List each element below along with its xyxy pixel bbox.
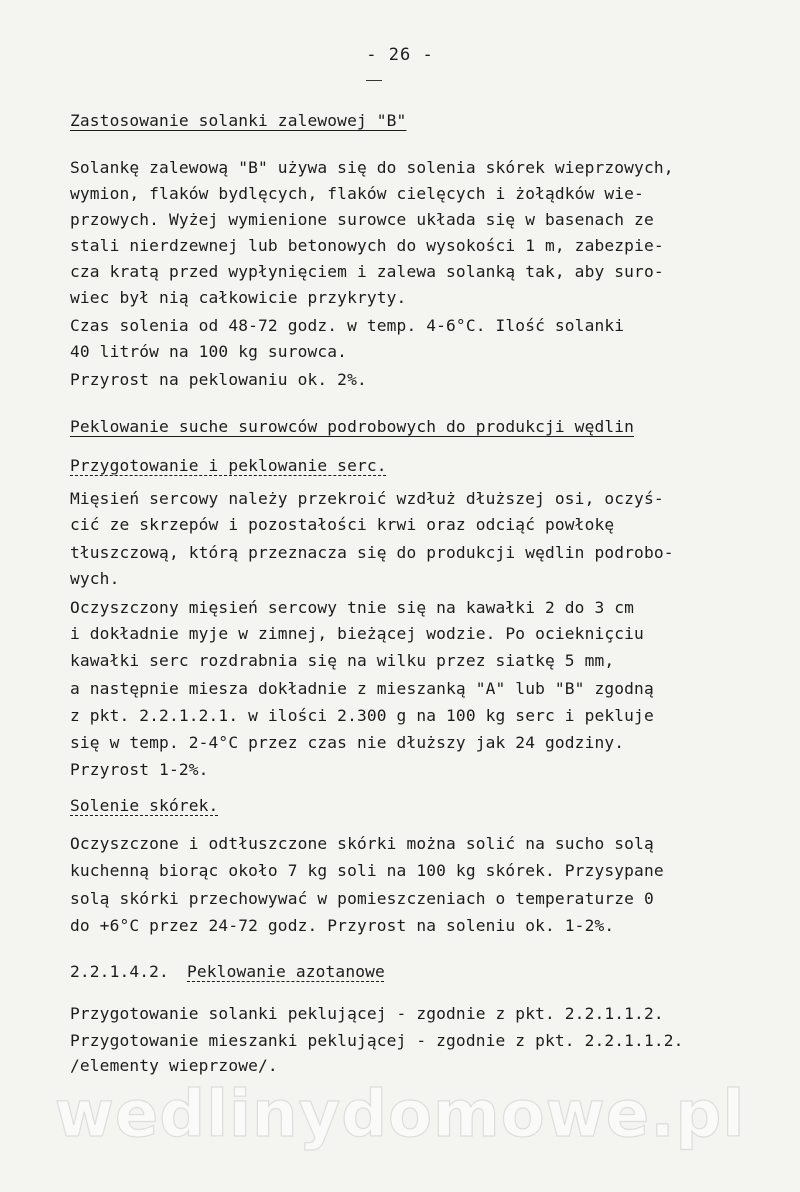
- paragraph-line: Przyrost 1-2%.: [70, 760, 209, 779]
- paragraph-line: a następnie miesza dokładnie z mieszanką "A" lub "B" zgodną: [70, 679, 654, 698]
- paragraph-line: kuchenną biorąc około 7 kg soli na 100 kg skórek. Przysypane: [70, 861, 664, 880]
- paragraph-line: /elementy wieprzowe/.: [70, 1056, 278, 1075]
- page-number: - 26 -: [366, 45, 434, 65]
- paragraph-line: stali nierdzewnej lub betonowych do wysokości 1 m, zabezpie-: [70, 236, 664, 255]
- paragraph-line: wymion, flaków bydlęcych, flaków cielęcych i żołądków wie-: [70, 184, 644, 203]
- subheading-serca: Przygotowanie i peklowanie serc.: [70, 456, 387, 475]
- section-number: 2.2.1.4.2.: [70, 962, 169, 981]
- paragraph-line: cza kratą przed wypłynięciem i zalewa solanką tak, aby suro-: [70, 262, 664, 281]
- section-heading-solanka: Zastosowanie solanki zalewowej "B": [70, 111, 407, 130]
- paragraph-line: kawałki serc rozdrabnia się na wilku przez siatkę 5 mm,: [70, 651, 615, 670]
- paragraph-line: wiec był nią całkowicie przykryty.: [70, 288, 407, 307]
- section-heading-azotanowe: Peklowanie azotanowe: [187, 962, 385, 981]
- paragraph-line: Solankę zalewową "B" używa się do solenia skórek wieprzowych,: [70, 158, 674, 177]
- paragraph-line: 40 litrów na 100 kg surowca.: [70, 342, 348, 361]
- paragraph-line: Czas solenia od 48-72 godz. w temp. 4-6°C. Ilość solanki: [70, 316, 625, 335]
- paragraph-line: Przyrost na peklowaniu ok. 2%.: [70, 370, 367, 389]
- paragraph-line: do +6°C przez 24-72 godz. Przyrost na soleniu ok. 1-2%.: [70, 916, 615, 935]
- paragraph-line: przowych. Wyżej wymienione surowce układa się w basenach ze: [70, 210, 654, 229]
- paragraph-line: solą skórki przechowywać w pomieszczeniach o temperaturze 0: [70, 889, 654, 908]
- paragraph-line: Przygotowanie mieszanki peklującej - zgodnie z pkt. 2.2.1.1.2.: [70, 1031, 684, 1050]
- section-heading-peklowanie-suche: Peklowanie suche surowców podrobowych do produkcji wędlin: [70, 417, 635, 436]
- watermark: wedlinydomowe.pl: [54, 1078, 746, 1152]
- paragraph-line: Oczyszczone i odtłuszczone skórki można solić na sucho solą: [70, 834, 654, 853]
- subheading-solenie-skorek: Solenie skórek.: [70, 796, 219, 815]
- paragraph-line: i dokładnie myje w zimnej, bieżącej wodzie. Po ociekniçciu: [70, 624, 644, 643]
- page-number-rule: [366, 80, 382, 81]
- paragraph-line: Przygotowanie solanki peklującej - zgodnie z pkt. 2.2.1.1.2.: [70, 1004, 664, 1023]
- paragraph-line: wych.: [70, 569, 120, 588]
- paragraph-line: cić ze skrzepów i pozostałości krwi oraz odciąć powłokę: [70, 515, 615, 534]
- paragraph-line: Oczyszczony mięsień sercowy tnie się na kawałki 2 do 3 cm: [70, 598, 635, 617]
- paragraph-line: tłuszczową, którą przeznacza się do produkcji wędlin podrobo-: [70, 543, 674, 562]
- paragraph-line: z pkt. 2.2.1.2.1. w ilości 2.300 g na 100 kg serc i pekluje: [70, 706, 654, 725]
- paragraph-line: się w temp. 2-4°C przez czas nie dłuższy jak 24 godziny.: [70, 733, 625, 752]
- paragraph-line: Mięsień sercowy należy przekroić wzdłuż dłuższej osi, oczyś-: [70, 489, 664, 508]
